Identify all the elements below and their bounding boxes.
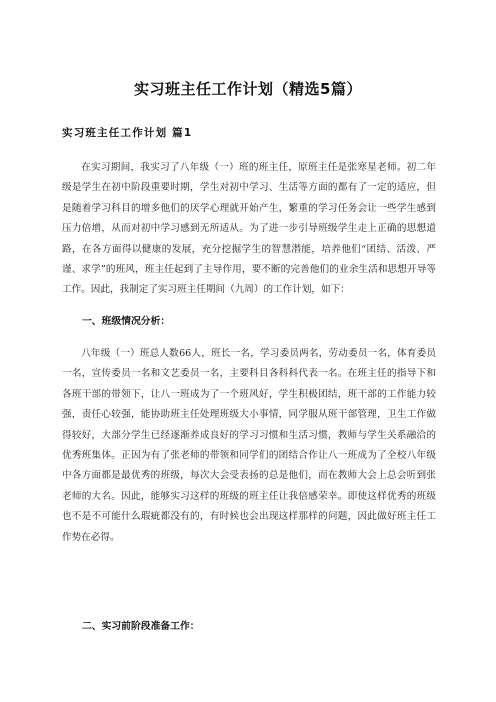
- intro-paragraph: 在实习期间，我实习了八年级（一）班的班主任，原班主任是张寒星老师。初二年级是学生在初中阶段重要时期，学生对初中学习、生活等方面的都有了一定的适应，但是随着学习科目的增多他们的厌学心理就开始产生，繁重的学习任务会让一些学生感到压力倍增，从而对初中学习感到无所适从。为了进一步引导班级学生走上正确的思想道路，在各方面得以健康的发展，充分挖掘学生的智慧潜能，培养他们“团结、活泼、严谨、求学”的班风，班主任起到了主导作用，要不断的完善他们的业余生活和思想开导等工作。因此，我制定了实习班主任期间（九周）的工作计划，如下：: [62, 162, 436, 296]
- section-heading-class-analysis: 一、班级情况分析：: [82, 316, 171, 327]
- class-analysis-paragraph: 八年级（一）班总人数66人，班长一名，学习委员两名，劳动委员一名，体育委员一名，宣传委员一名和文艺委员一名，主要科目各科科代表一名。在班主任的指导下和各班干部的带领下，让八一班成为了一个班风好，学生积极团结，班干部的工作能力较强，责任心较强，能协助班主任处理班级大小事情，同学服从班干部管理，卫生工作做得较好，大部分学生已经逐渐养成良好的学习习惯和生活习惯，教师与学生关系融洽的优秀班集体。正因为有了张老师的带领和同学们的团结合作让八一班成为了全校八年级中各方面都是最优秀的班级，每次大会受表扬的总是他们，而在教师大会上总会听到张老师的大名。因此，能够实习这样的班级的班主任让我倍感荣幸。即使这样优秀的班级也不是不可能什么瑕疵都没有的，有时候也会出现这样那样的问题，因此做好班主任工作势在必得。: [62, 348, 436, 543]
- section-heading-preparation: 二、实习前阶段准备工作：: [82, 621, 200, 632]
- article-title: 实习班主任工作计划 篇1: [62, 127, 193, 139]
- document-title: 实习班主任工作计划（精选5篇）: [134, 80, 362, 98]
